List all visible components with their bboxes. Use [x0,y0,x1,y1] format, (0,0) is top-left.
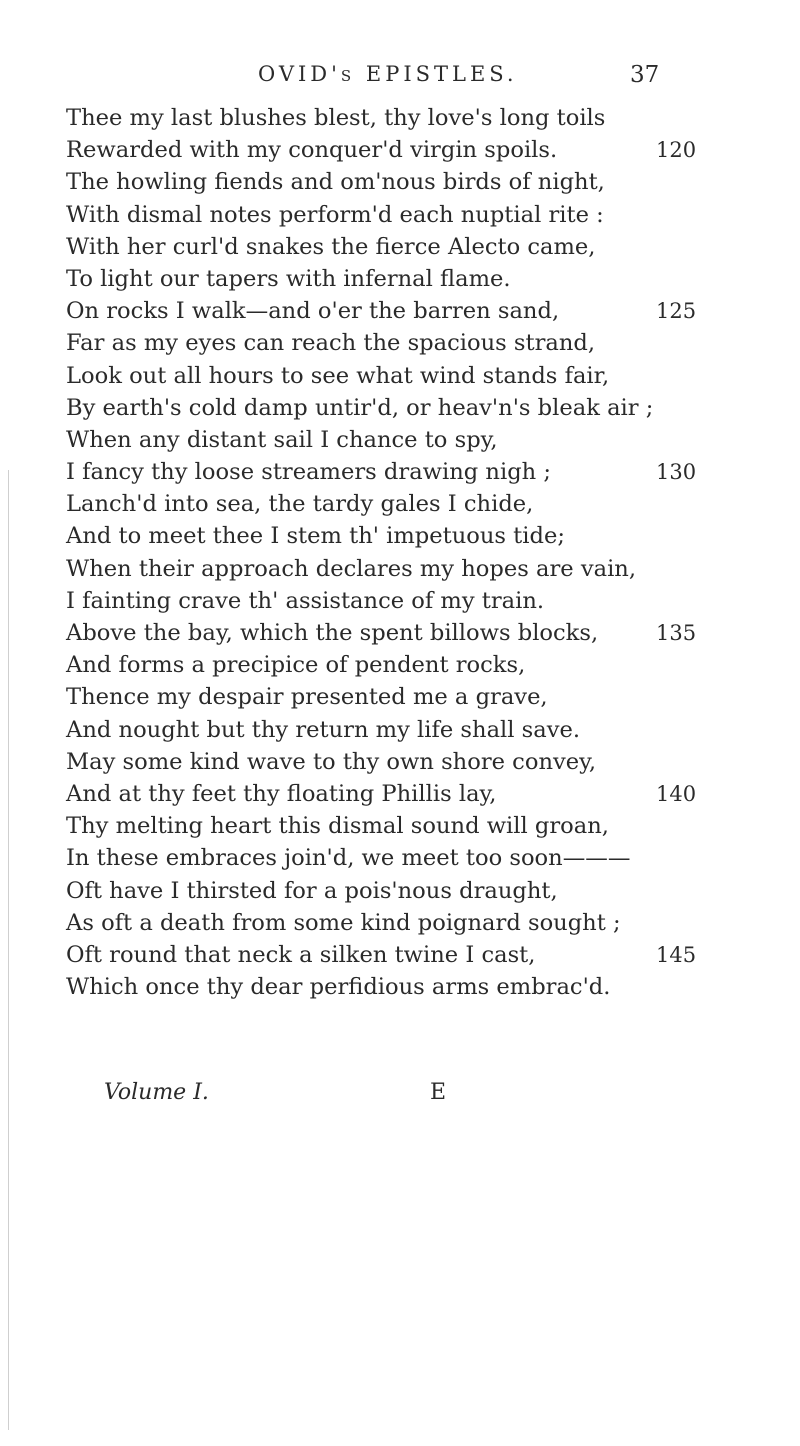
verse-line-text: When their approach declares my hopes are vain, [66,555,637,582]
verse-line [66,714,756,746]
running-title: OVID's EPISTLES. [258,62,518,86]
verse-line [66,134,756,166]
page-footer [0,1077,800,1109]
verse-line [66,424,756,456]
verse-line-text: In these embraces join'd, we meet too soon——— [66,845,631,872]
verse-line [66,746,756,778]
verse-line-text: With dismal notes perform'd each nuptial rite : [66,201,604,228]
verse-line-text: Oft have I thirsted for a pois'nous draught, [66,877,558,904]
verse-line [66,875,756,907]
verse-line [66,520,756,552]
verse-line [66,649,756,681]
verse-line-text: Thy melting heart this dismal sound will groan, [66,813,609,840]
line-number: 140 [656,781,697,806]
verse-line-text: With her curl'd snakes the fierce Alecto came, [66,233,596,260]
verse-line [66,199,756,231]
verse-line-text: Far as my eyes can reach the spacious strand, [66,330,596,357]
line-number: 130 [656,460,697,485]
verse-line [66,971,756,1003]
verse-line [66,617,756,649]
verse-line-text: And forms a precipice of pendent rocks, [66,652,526,679]
verse-line-text: The howling fiends and om'nous birds of night, [66,169,605,196]
verse-line-text: I fainting crave th' assistance of my train. [66,587,545,614]
verse-line [66,392,756,424]
page-edge-line [8,470,9,1430]
verse-line-text: Oft round that neck a silken twine I cast, [66,941,536,968]
volume-label: Volume I. [104,1080,209,1105]
line-number: 120 [656,138,697,163]
verse-line [66,360,756,392]
verse-line-text: Above the bay, which the spent billows blocks, [66,620,599,646]
verse-line [66,166,756,198]
line-number: 125 [656,299,697,324]
verse-line-text: By earth's cold damp untir'd, or heav'n's bleak air ; [66,394,654,421]
verse-line-text: Thee my last blushes blest, thy love's long toils [66,105,606,131]
verse-line-text: As oft a death from some kind poignard sought ; [66,909,621,936]
verse-line-text: May some kind wave to thy own shore convey, [66,748,597,775]
verse-line [66,295,756,327]
line-number: 145 [656,942,697,967]
signature-mark: E [430,1080,447,1105]
verse-line [66,102,756,134]
verse-line [66,842,756,874]
verse-line-text: Thence my despair presented me a grave, [66,684,548,711]
verse-line-text: To light our tapers with infernal flame. [66,265,511,292]
verse-line [66,263,756,295]
verse-line [66,585,756,617]
verse-block [66,102,756,1003]
running-head [0,62,800,96]
verse-line [66,456,756,488]
verse-line-text: Lanch'd into sea, the tardy gales I chide, [66,491,534,518]
verse-line [66,231,756,263]
verse-line-text: I fancy thy loose streamers drawing nigh ; [66,459,552,486]
verse-line-text: And nought but thy return my life shall save. [66,716,581,743]
verse-line-text: Rewarded with my conquer'd virgin spoils. [66,137,558,164]
verse-line [66,778,756,810]
verse-line [66,553,756,585]
page-number: 37 [630,62,660,88]
verse-line [66,810,756,842]
verse-line [66,327,756,359]
line-number: 135 [656,621,697,645]
verse-line-text: On rocks I walk—and o'er the barren sand, [66,298,560,325]
verse-line [66,681,756,713]
verse-line-text: And at thy feet thy floating Phillis lay, [66,780,497,807]
verse-line [66,907,756,939]
verse-line [66,939,756,971]
verse-line [66,488,756,520]
verse-line-text: And to meet thee I stem th' impetuous tide; [66,523,565,550]
verse-line-text: Look out all hours to see what wind stands fair, [66,362,610,389]
verse-line-text: When any distant sail I chance to spy, [66,426,498,453]
verse-line-text: Which once thy dear perfidious arms embrac'd. [66,974,611,1001]
